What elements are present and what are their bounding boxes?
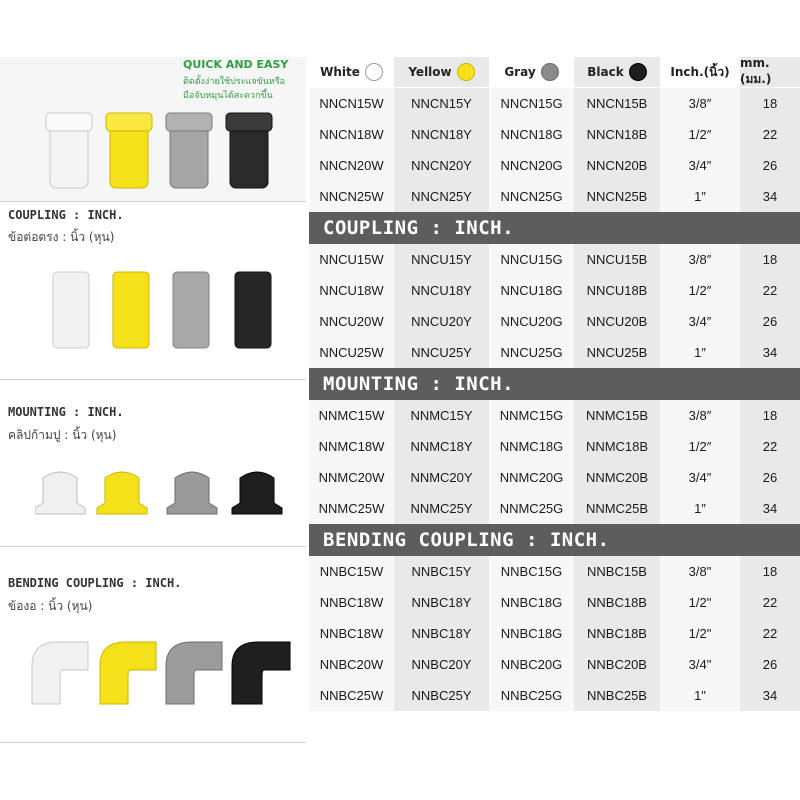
coupling-title: COUPLING : INCH.	[8, 208, 124, 222]
section-band	[309, 368, 800, 400]
white-swatch-icon	[365, 63, 383, 81]
table-cell: NNBC18W	[309, 587, 394, 618]
header-yellow: Yellow	[394, 57, 489, 87]
table-cell: 3/8″	[660, 400, 740, 431]
table-cell: NNMC20Y	[394, 462, 489, 493]
table-row	[309, 462, 800, 493]
table-cell: NNCU15G	[489, 244, 574, 275]
table-header	[309, 57, 800, 87]
table-cell: NNMC15W	[309, 400, 394, 431]
table-cell: 1/2″	[660, 275, 740, 306]
table-cell: 3/8″	[660, 88, 740, 119]
header-inch: Inch.(นิ้ว)	[670, 64, 730, 79]
table-cell: NNMC25W	[309, 493, 394, 524]
table-cell: NNMC25B	[574, 493, 660, 524]
table-cell: NNMC25Y	[394, 493, 489, 524]
table-cell: 26	[740, 306, 800, 337]
table-cell: NNCN25G	[489, 181, 574, 212]
table-cell: NNCN15G	[489, 88, 574, 119]
table-cell: NNBC18Y	[394, 618, 489, 649]
table-cell: NNCU18B	[574, 275, 660, 306]
quick-title: QUICK AND EASY	[183, 58, 289, 71]
table-row	[309, 587, 800, 618]
table-cell: NNCU25B	[574, 337, 660, 368]
table-cell: NNCU20Y	[394, 306, 489, 337]
table-cell: NNMC20G	[489, 462, 574, 493]
table-cell: NNCU15W	[309, 244, 394, 275]
bending-products-image	[28, 636, 298, 706]
table-cell: NNMC15G	[489, 400, 574, 431]
table-cell: NNCU25Y	[394, 337, 489, 368]
table-row	[309, 680, 800, 711]
table-row	[309, 431, 800, 462]
table-cell: NNCU18Y	[394, 275, 489, 306]
table-cell: 3/4″	[660, 462, 740, 493]
table-row	[309, 337, 800, 368]
table-cell: NNBC18B	[574, 618, 660, 649]
table-cell: NNBC20B	[574, 649, 660, 680]
table-cell: NNCN25W	[309, 181, 394, 212]
mounting-subtitle: คลิปก้ามปู : นิ้ว (หุน)	[8, 428, 117, 442]
bending-title: BENDING COUPLING : INCH.	[8, 576, 182, 590]
table-cell: 26	[740, 150, 800, 181]
table-cell: NNCN18Y	[394, 119, 489, 150]
table-cell: NNCU25W	[309, 337, 394, 368]
table-cell: NNCN15Y	[394, 88, 489, 119]
table-cell: 3/4″	[660, 150, 740, 181]
table-cell: 34	[740, 493, 800, 524]
table-cell: NNBC18Y	[394, 587, 489, 618]
table-cell: NNCU15Y	[394, 244, 489, 275]
table-cell: NNBC15W	[309, 556, 394, 587]
table-cell: NNMC18G	[489, 431, 574, 462]
table-cell: NNBC25Y	[394, 680, 489, 711]
table-cell: NNCU18G	[489, 275, 574, 306]
table-cell: NNMC15Y	[394, 400, 489, 431]
table-cell: NNCU20B	[574, 306, 660, 337]
connector-products-image	[40, 108, 280, 193]
table-cell: 1″	[660, 337, 740, 368]
table-cell: 26	[740, 462, 800, 493]
yellow-swatch-icon	[457, 63, 475, 81]
table-cell: NNBC25W	[309, 680, 394, 711]
table-cell: NNBC15G	[489, 556, 574, 587]
table-cell: 18	[740, 400, 800, 431]
table-cell: NNCU20G	[489, 306, 574, 337]
table-row	[309, 150, 800, 181]
table-cell: NNBC18B	[574, 587, 660, 618]
coupling-subtitle: ข้อต่อตรง : นิ้ว (หุน)	[8, 230, 115, 244]
table-cell: NNCN20G	[489, 150, 574, 181]
table-row	[309, 244, 800, 275]
table-cell: 34	[740, 181, 800, 212]
table-cell: 22	[740, 275, 800, 306]
section-band	[309, 524, 800, 556]
table-cell: 26	[740, 649, 800, 680]
table-cell: NNBC20W	[309, 649, 394, 680]
table-cell: 18	[740, 88, 800, 119]
table-cell: 3/8″	[660, 244, 740, 275]
header-white: White	[309, 57, 394, 87]
quick-line-2: มือจับหมุนได้สะดวกขึ้น	[183, 91, 273, 101]
table-cell: NNMC18B	[574, 431, 660, 462]
table-row	[309, 493, 800, 524]
table-row	[309, 618, 800, 649]
table-cell: NNCN18B	[574, 119, 660, 150]
table-cell: 22	[740, 587, 800, 618]
bending-subtitle: ข้องอ : นิ้ว (หุน)	[8, 599, 93, 613]
table-cell: NNBC15B	[574, 556, 660, 587]
table-cell: NNCN15W	[309, 88, 394, 119]
table-cell: 3/4″	[660, 306, 740, 337]
section-title: BENDING COUPLING : INCH.	[323, 529, 610, 551]
table-cell: NNCN18W	[309, 119, 394, 150]
table-cell: NNMC15B	[574, 400, 660, 431]
table-cell: NNBC18G	[489, 618, 574, 649]
section-title: MOUNTING : INCH.	[323, 373, 515, 395]
table-cell: NNCN18G	[489, 119, 574, 150]
table-cell: NNCU15B	[574, 244, 660, 275]
header-black: Black	[574, 57, 660, 87]
table-cell: 34	[740, 680, 800, 711]
gray-swatch-icon	[541, 63, 559, 81]
table-cell: NNBC15Y	[394, 556, 489, 587]
header-mm: mm.(มม.)	[740, 57, 800, 87]
table-row	[309, 649, 800, 680]
table-cell: NNBC18G	[489, 587, 574, 618]
coupling-products-image	[45, 268, 275, 353]
table-cell: 34	[740, 337, 800, 368]
quick-line-1: ติดตั้งง่ายใช้ประแจขันหรือ	[183, 77, 286, 87]
table-row	[309, 275, 800, 306]
table-cell: NNBC25B	[574, 680, 660, 711]
table-cell: NNMC18Y	[394, 431, 489, 462]
table-row	[309, 306, 800, 337]
table-cell: NNBC18W	[309, 618, 394, 649]
table-cell: 22	[740, 431, 800, 462]
table-cell: 18	[740, 244, 800, 275]
table-cell: 1″	[660, 181, 740, 212]
table-cell: 1"	[660, 680, 740, 711]
table-cell: NNCN20B	[574, 150, 660, 181]
table-row	[309, 119, 800, 150]
table-cell: 22	[740, 618, 800, 649]
table-cell: 1/2"	[660, 618, 740, 649]
mounting-products-image	[35, 468, 285, 518]
table-cell: 22	[740, 119, 800, 150]
table-cell: NNCU20W	[309, 306, 394, 337]
table-cell: NNCN25B	[574, 181, 660, 212]
table-cell: NNMC25G	[489, 493, 574, 524]
black-swatch-icon	[629, 63, 647, 81]
table-cell: NNMC20W	[309, 462, 394, 493]
table-cell: 3/4"	[660, 649, 740, 680]
section-title: COUPLING : INCH.	[323, 217, 515, 239]
table-cell: NNCN15B	[574, 88, 660, 119]
table-cell: NNBC25G	[489, 680, 574, 711]
mounting-title: MOUNTING : INCH.	[8, 405, 124, 419]
table-row	[309, 556, 800, 587]
table-cell: NNCN20Y	[394, 150, 489, 181]
table-cell: NNCU18W	[309, 275, 394, 306]
table-row	[309, 400, 800, 431]
header-gray: Gray	[489, 57, 574, 87]
table-cell: 1/2"	[660, 587, 740, 618]
table-row	[309, 181, 800, 212]
table-cell: NNMC20B	[574, 462, 660, 493]
table-cell: 3/8"	[660, 556, 740, 587]
table-row	[309, 88, 800, 119]
table-cell: 18	[740, 556, 800, 587]
table-cell: NNBC20Y	[394, 649, 489, 680]
table-cell: 1″	[660, 493, 740, 524]
table-cell: NNMC18W	[309, 431, 394, 462]
table-cell: NNCU25G	[489, 337, 574, 368]
section-band	[309, 212, 800, 244]
table-cell: 1/2″	[660, 119, 740, 150]
table-cell: NNCN25Y	[394, 181, 489, 212]
table-cell: 1/2″	[660, 431, 740, 462]
table-cell: NNCN20W	[309, 150, 394, 181]
table-cell: NNBC20G	[489, 649, 574, 680]
